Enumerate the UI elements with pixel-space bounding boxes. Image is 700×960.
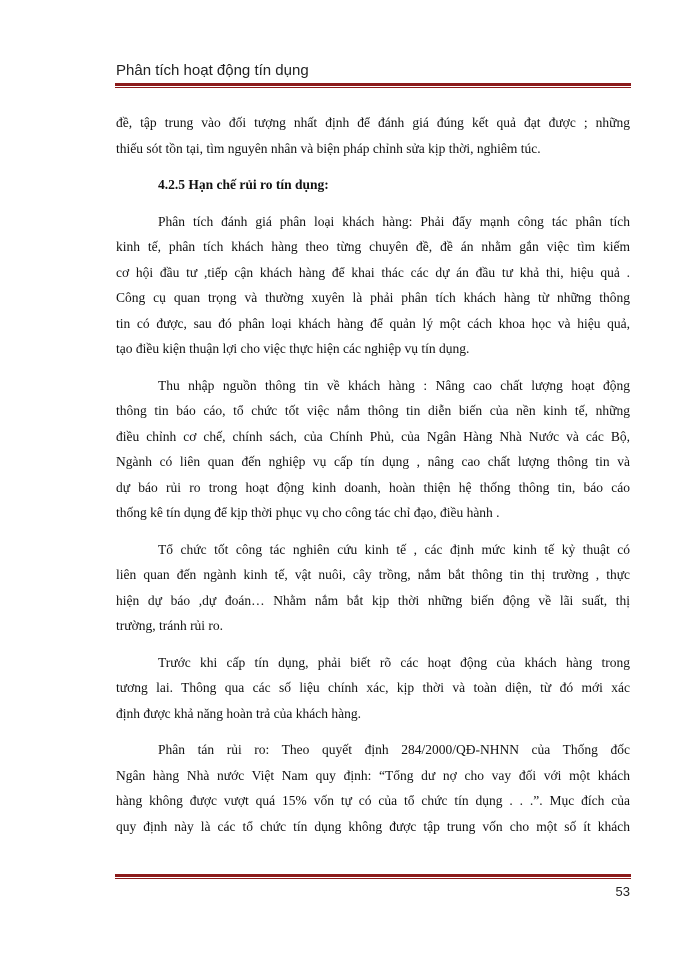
text-line: tin có được, sau đó phân loại khách hàng để quản lý một cách khoa học và hiệu quả, bbox=[116, 315, 630, 331]
text-line: Tổ chức tốt công tác nghiên cứu kinh tế , các định mức kinh tế kỷ thuật có bbox=[158, 541, 630, 557]
text-line: Phân tán rủi ro: Theo quyết định 284/2000/QĐ-NHNN của Thống đốc bbox=[158, 742, 630, 757]
footer-rule-thin bbox=[115, 878, 631, 879]
document-body bbox=[116, 110, 630, 839]
text-line: Thu nhập nguồn thông tin về khách hàng : Nâng cao chất lượng hoạt động bbox=[158, 377, 630, 393]
text-line: hàng không được vượt quá 15% vốn tự có của tổ chức tín dụng . . .”. Mục đích của bbox=[116, 793, 630, 808]
header-rule-thin bbox=[115, 87, 631, 88]
intro-paragraph bbox=[116, 110, 630, 161]
text-line: định được khả năng hoàn trả của khách hàng. bbox=[116, 705, 361, 721]
text-line: cơ hội đầu tư ,tiếp cận khách hàng để khai thác các dự án đầu tư khả thi, hiệu quả . bbox=[116, 264, 630, 280]
paragraph-risk-diversification bbox=[116, 737, 630, 839]
section-heading: 4.2.5 Hạn chế rủi ro tín dụng: bbox=[158, 177, 329, 192]
text-line: Phân tích đánh giá phân loại khách hàng: Phải đẩy mạnh công tác phân tích bbox=[158, 213, 630, 229]
text-line: thống kê tín dụng để kịp thời phục vụ cho công tác chỉ đạo, điều hành . bbox=[116, 505, 500, 520]
text-line: đề, tập trung vào đối tượng nhất định để đánh giá đúng kết quả đạt được ; những bbox=[116, 115, 630, 130]
text-line: Trước khi cấp tín dụng, phải biết rõ các hoạt động của khách hàng trong bbox=[158, 654, 630, 670]
paragraph-before-lending bbox=[116, 650, 630, 727]
page-number: 53 bbox=[615, 884, 630, 899]
paragraph-gap bbox=[116, 526, 630, 537]
text-line: điều chỉnh cơ chế, chính sách, của Chính Phủ, của Ngân Hàng Nhà Nước và các Bộ, bbox=[116, 428, 630, 444]
paragraph-gap bbox=[116, 198, 630, 209]
text-line: tương lai. Thông qua các số liệu chính xác, kịp thời và toàn diện, từ đó mới xác bbox=[116, 680, 630, 695]
text-line: tạo điều kiện thuận lợi cho việc thực hiện các nghiệp vụ tín dụng. bbox=[116, 341, 470, 356]
footer-rule bbox=[115, 874, 631, 880]
paragraph-gap bbox=[116, 161, 630, 172]
text-line: thông tin báo cáo, tổ chức tốt việc nắm thông tin diễn biến của nền kinh tế, những bbox=[116, 403, 630, 418]
text-line: hiện dự báo ,dự đoán… Nhằm nắm bắt kịp thời những biến động về lãi suất, thị bbox=[116, 592, 630, 608]
text-line: kinh tế, phân tích khách hàng theo từng chuyên đề, đề án nhằm gắn việc tìm kiếm bbox=[116, 239, 630, 254]
page-header-title: Phân tích hoạt động tín dụng bbox=[116, 62, 309, 79]
text-line: dự báo rủi ro trong hoạt động kinh doanh, hoàn thiện hệ thống thông tin, báo cáo bbox=[116, 479, 630, 495]
text-line: Ngành có liên quan đến nghiệp vụ cấp tín dụng , nâng cao chất lượng thông tin và bbox=[116, 454, 630, 469]
text-line: thiếu sót tồn tại, tìm nguyên nhân và biện pháp chỉnh sửa kịp thời, nghiêm túc. bbox=[116, 140, 541, 156]
text-line: Ngân hàng Nhà nước Việt Nam quy định: “Tổng dư nợ cho vay đối với một khách bbox=[116, 767, 630, 783]
paragraph-information-collection bbox=[116, 373, 630, 526]
header-rule-thick bbox=[115, 83, 631, 86]
paragraph-gap bbox=[116, 726, 630, 737]
text-line: Công cụ quan trọng và thường xuyên là phải phân tích khách hàng từ những thông bbox=[116, 290, 630, 305]
text-line: quy định này là các tổ chức tín dụng không được tập trung vốn cho một số ít khách bbox=[116, 818, 630, 834]
paragraph-gap bbox=[116, 362, 630, 373]
paragraph-gap bbox=[116, 639, 630, 650]
text-line: trường, tránh rủi ro. bbox=[116, 618, 224, 633]
header-rule bbox=[115, 83, 631, 89]
text-line: liên quan đến ngành kinh tế, vật nuôi, cây trồng, nắm bắt thông tin thị trường , thực bbox=[116, 567, 630, 582]
footer-rule-thick bbox=[115, 874, 631, 877]
paragraph-customer-analysis bbox=[116, 209, 630, 362]
paragraph-economic-research bbox=[116, 537, 630, 639]
